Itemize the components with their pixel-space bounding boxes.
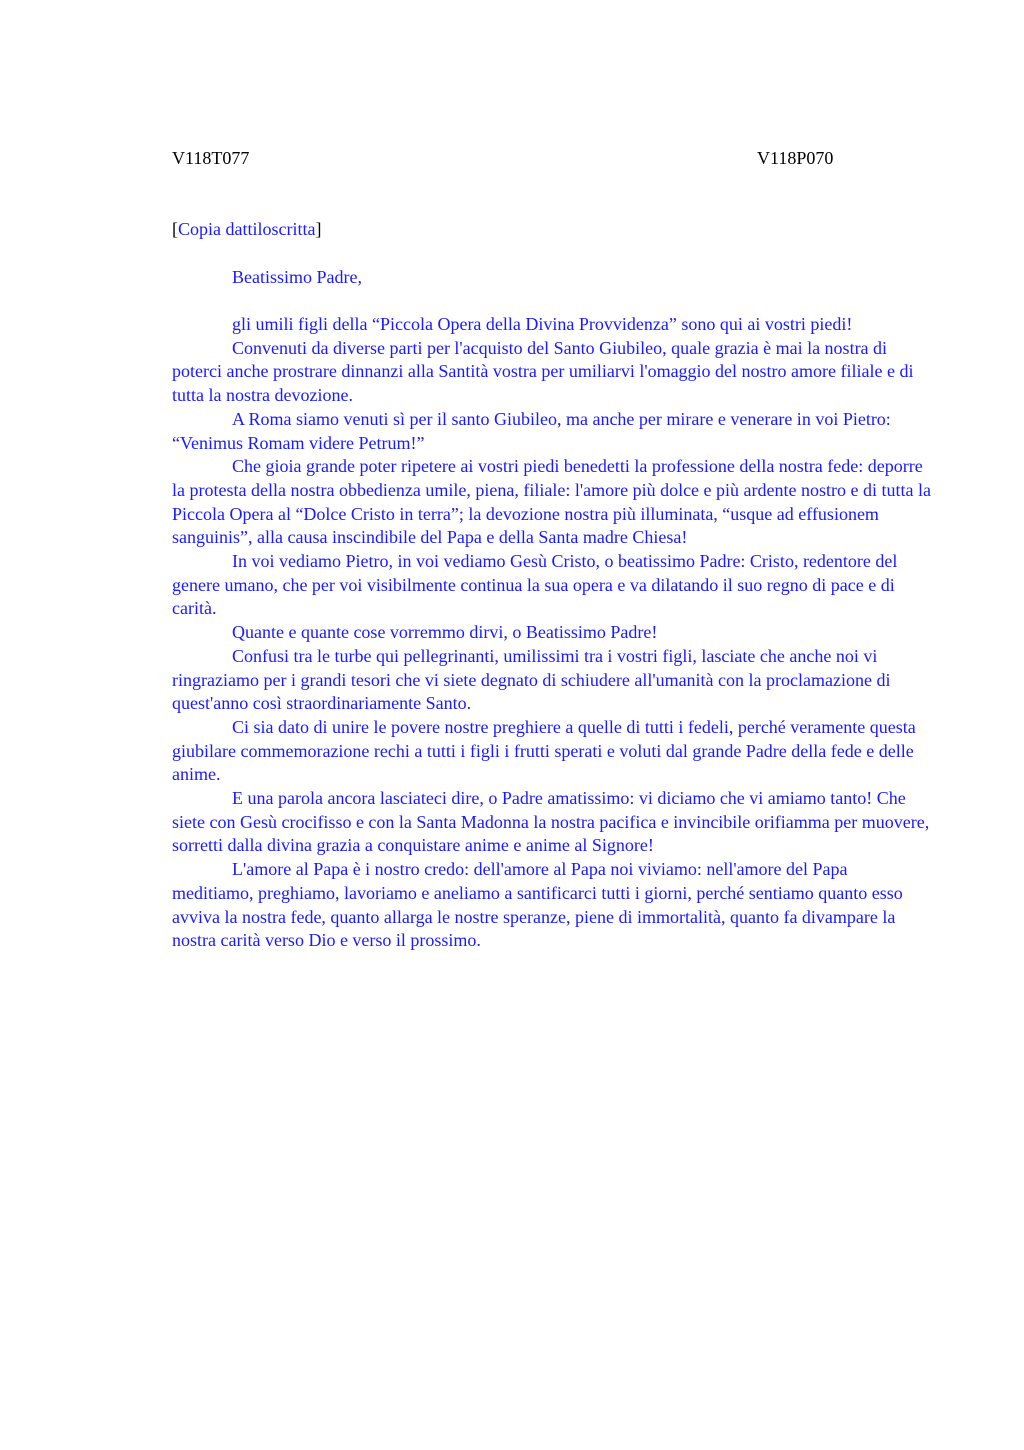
copy-note-text: Copia dattiloscritta: [178, 219, 316, 239]
letter-paragraph: Quante e quante cose vorremmo dirvi, o Beatissimo Padre!: [232, 622, 658, 643]
letter-body: [172, 313, 932, 953]
copy-note-close-bracket: ]: [315, 219, 322, 239]
document-reference-right: V118P070: [757, 148, 834, 168]
letter-paragraph: Che gioia grande poter ripetere ai vostri piedi benedetti la professione della nostra fede: deporre la protesta della nostra obbedienza umile, piena, filiale: l'amore più dolce e più ardente nostro e di tutta la Piccola Opera al “Dolce Cristo in terra”; la devozione nostra più illuminata, “usque ad effusionem sanguinis”, alla causa inscindibile del Papa e della Santa madre Chiesa!: [172, 456, 931, 548]
letter-paragraph: E una parola ancora lasciateci dire, o Padre amatissimo: vi diciamo che vi amiamo tanto! Che siete con Gesù crocifisso e con la Santa Madonna la nostra pacifica e invincibile orifiamma per muovere, sorretti dalla divina grazia a conquistare anime e anime al Signore!: [172, 788, 930, 856]
letter-paragraph: gli umili figli della “Piccola Opera della Divina Provvidenza” sono qui ai vostri piedi!: [232, 314, 853, 334]
copy-note-open-bracket: [: [172, 219, 178, 239]
letter-paragraph: Ci sia dato di unire le povere nostre preghiere a quelle di tutti i fedeli, perché veramente questa giubilare commemorazione rechi a tutti i figli i frutti sperati e voluti dal grande Padre della fede e delle anime.: [172, 716, 916, 785]
letter-paragraph: A Roma siamo venuti sì per il santo Giubileo, ma anche per mirare e venerare in voi Pietro: “Venimus Romam videre Petrum!”: [172, 408, 891, 453]
copy-note: [172, 218, 321, 242]
letter-paragraph: In voi vediamo Pietro, in voi vediamo Gesù Cristo, o beatissimo Padre: Cristo, redentore del genere umano, che per voi visibilmente continua la sua opera e va dilatando il suo regno di pace e di carità.: [172, 551, 898, 619]
letter-paragraph: Convenuti da diverse parti per l'acquisto del Santo Giubileo, quale grazia è mai la nostra di poterci anche prostrare dinnanzi alla Santità vostra per umiliarvi l'omaggio del nostro amore filiale e di tutta la nostra devozione.: [172, 337, 914, 406]
letter-salutation: Beatissimo Padre,: [232, 267, 362, 287]
letter-paragraph: Confusi tra le turbe qui pellegrinanti, umilissimi tra i vostri figli, lasciate che anche noi vi ringraziamo per i grandi tesori che vi siete degnato di schiudere all'umanità con la proclamazione di quest'anno così straordinariamente Santo.: [172, 645, 891, 714]
document-reference-left: V118T077: [172, 148, 250, 168]
letter-paragraph: L'amore al Papa è i nostro credo: dell'amore al Papa noi viviamo: nell'amore del Papa meditiamo, preghiamo, lavoriamo e aneliamo a santificarci tutti i giorni, perché sentiamo quanto esso avviva la nostra fede, quanto allarga le nostre speranze, piene di immortalità, quanto fa divampare la nostra carità verso Dio e verso il prossimo.: [172, 859, 903, 951]
